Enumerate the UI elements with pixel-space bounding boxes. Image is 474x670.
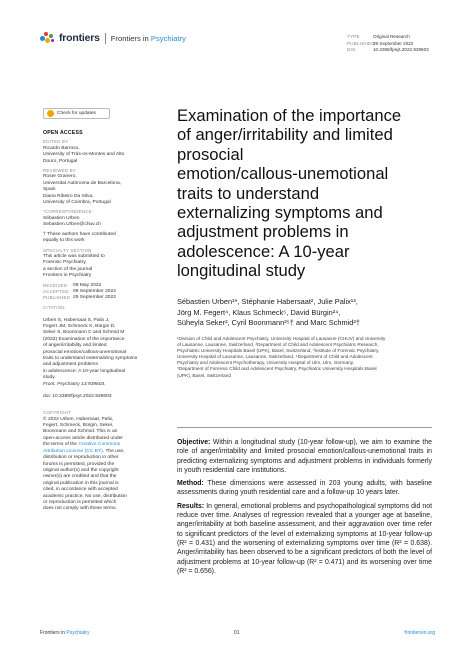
article-title: Examination of the importance of anger/irritability and limited prosocial emotion/callous-unemotional traits to understand externalizing symptoms and adjustment problems in adolescence: A 10-year longitudinal study bbox=[177, 106, 402, 281]
abstract-results: Results: In general, emotional problems and psychopathological symptoms did not reduce over time. Analyses of regression revealed that a younger age at baseline, anger/irritability at both baseline assessment, and their aggravation over time refer to significant predictors of the level of externalizing symptoms at 10-year follow-up (R² = 0.431) and the worsening of externalizing symptoms over time (R² = 0.638). Anger/irritability has been observed to be a significant predictors of both the level of adjustment problems at 10-year follow-up (R² = 0.471) and its worsening over time (R² = 0.656). bbox=[177, 502, 432, 575]
journal-name: Frontiers in Psychiatry bbox=[110, 33, 186, 43]
meta-type: TYPE Original Research bbox=[347, 34, 410, 39]
copyright-label: COPYRIGHT bbox=[43, 410, 72, 416]
date-accepted: ACCEPTED 09 September 2022 bbox=[43, 288, 116, 294]
abstract-objective: Objective: Within a longitudinal study (10-year follow-up), we aim to examine the role of anger/irritability and limited prosocial emotion/callous-unemotional traits in predicting externalizing symptoms and adjustment problems in individuals formerly in youth residential care institutions. bbox=[177, 439, 432, 474]
update-check-icon bbox=[47, 110, 54, 117]
check-for-updates-button[interactable] bbox=[43, 108, 110, 119]
edited-by: Ricardo Barroso, University of Trás-os-Montes and Alto Douro, Portugal bbox=[43, 145, 125, 164]
article-dates bbox=[43, 283, 155, 302]
meta-published: PUBLISHED29 September 2022 bbox=[347, 40, 414, 46]
specialty-section: This article was submitted to Forensic Psychiatry, a section of the journal Frontiers in Psychiatry bbox=[43, 253, 105, 279]
equal-contribution-note: † These authors have contributed equally to this work bbox=[43, 231, 116, 244]
edited-by-label: EDITED BY bbox=[43, 139, 69, 145]
affiliations: ¹Division of Child and Adolescent Psychiatry, University Hospital of Lausanne (CHUV) and University of Lausanne, Lausanne, Switzerland, ²Department of Child and Adolescent Psychiatric Research, Psychiatric University Hospitals Basel (UPK), Basel, Switzerland, ³Institute of Forensic Psychiatry, University Hospital of Lausanne, Lausanne, Switzerland, ⁴Department of Child and Adolescent Psychiatry and Adolescent Psychotherapy, University Hospital of Ulm, Ulm, Germany, ⁵Department of Forensic Child and Adolescent Psychiatry, Psychiatric University Hospitals Basel (UPK), Basel, Switzerland bbox=[177, 336, 386, 378]
reviewed-by: Roser Granero, Universitat Autònoma de Barcelona, Spain Diana Ribeiro Da Silva, University of Coimbra, Portugal bbox=[43, 174, 122, 206]
page-number: 01 bbox=[234, 630, 240, 636]
footer-site-link[interactable]: frontiersin.org bbox=[404, 630, 435, 636]
correspondence[interactable]: Sébastien Urben Sebastien.Urben@chuv.ch bbox=[43, 215, 101, 228]
citation: Urben S, Habersaat S, Palix J, Fegert JM, Schmeck K, Bürgin D, Seker S, Boonmann C and Schmid M (2022) Examination of the importance of anger/irritability and limited prosocial emotion/callous-unemotional traits to understand externalizing symptoms and adjustment problems in adolescence: A 10-year longitudinal study. Front. Psychiatry 13:939603. doi: 10.3389/fpsyt.2022.939603 bbox=[43, 311, 155, 407]
logo-divider bbox=[105, 33, 106, 44]
abstract bbox=[177, 438, 432, 580]
citation-doi: doi: 10.3389/fpsyt.2022.939603 bbox=[43, 394, 112, 400]
citation-journal: Front. Psychiatry 13:939603. bbox=[43, 381, 106, 387]
date-published: PUBLISHED 29 September 2022 bbox=[43, 295, 116, 301]
footer-journal: Frontiers in Psychiatry bbox=[40, 630, 90, 636]
article-meta bbox=[347, 34, 429, 54]
author-list: Sébastien Urben¹*, Stéphanie Habersaat², Julie Palix¹³, Jörg M. Fegert⁴, Klaus Schmeck⁵, David Bürgin²⁴, Süheyla Seker², Cyril Boonmann²⁵† and Marc Schmid²† bbox=[177, 297, 360, 328]
cc-by-license-link[interactable]: Creative Commons Attribution License (CC BY) bbox=[43, 442, 121, 454]
frontiers-logo-icon bbox=[40, 31, 56, 45]
frontiers-logo[interactable] bbox=[40, 31, 186, 45]
specialty-section-label: SPECIALTY SECTION bbox=[43, 247, 92, 253]
reviewed-by-label: REVIEWED BY bbox=[43, 168, 77, 174]
article-sidebar bbox=[43, 130, 155, 516]
citation-label: CITATION bbox=[43, 304, 65, 310]
open-access-label: OPEN ACCESS bbox=[43, 130, 83, 136]
copyright: © 2022 Urben, Habersaat, Palix, Fegert, Schmeck, Bürgin, Seker, Boonmann and Schmid. This is an open-access article distributed under the terms of the Creative Commons Attribution License (CC BY). The use, distribution or reproduction in other forums is permitted, provided the original author(s) and the copyright owner(s) are credited and that the original publication in this journal is cited, in accordance with accepted academic practice. No use, distribution or reproduction is permitted which does not comply with these terms. bbox=[43, 416, 127, 512]
correspondence-label: *CORRESPONDENCE bbox=[43, 209, 92, 215]
meta-doi: DOI 10.3389/fpsyt.2022.939603 bbox=[347, 47, 429, 53]
abstract-method: Method: These dimensions were assessed in 203 young adults, with baseline assessments during youth residential care and a follow-up 10 years later. bbox=[177, 480, 432, 497]
brand-name: frontiers bbox=[59, 32, 100, 44]
date-received: RECEIVED 09 May 2022 bbox=[43, 282, 102, 288]
check-updates-label: Check for updates bbox=[57, 111, 96, 116]
abstract-divider bbox=[177, 427, 432, 428]
